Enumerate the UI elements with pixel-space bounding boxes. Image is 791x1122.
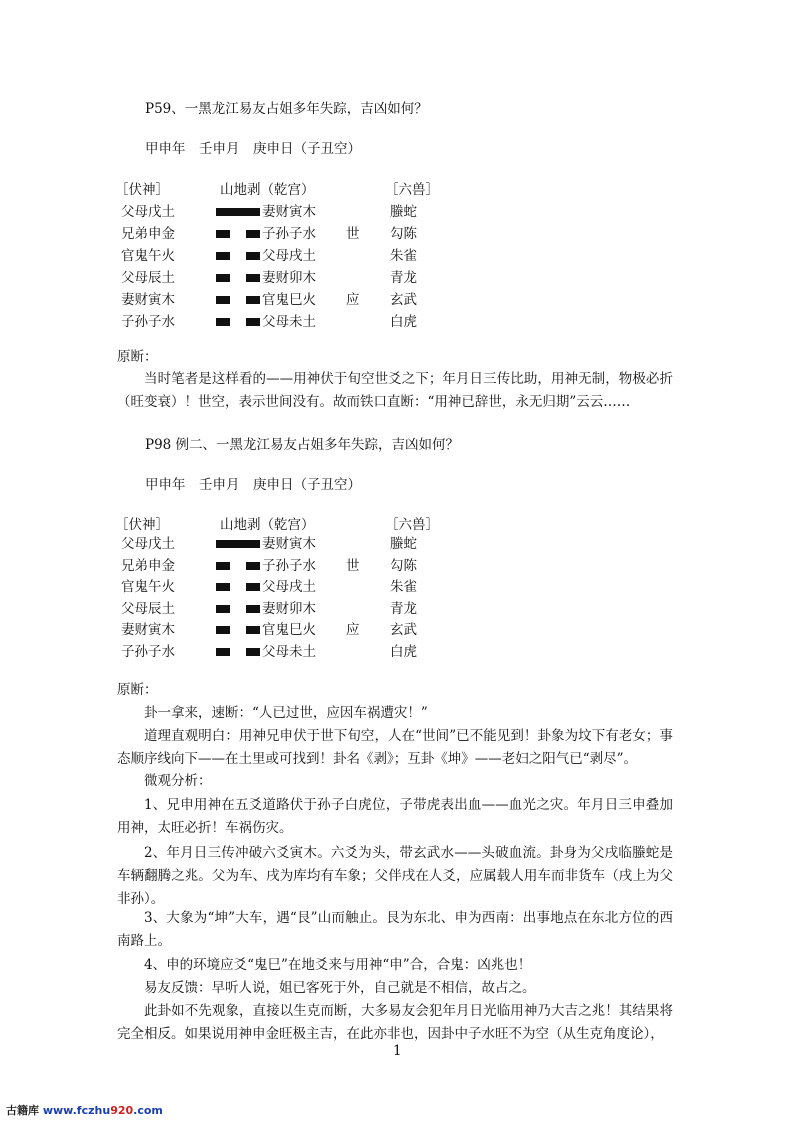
case2-header-liushou: ［六兽］ xyxy=(385,517,439,533)
fushen-cell: 兄弟申金 xyxy=(121,557,175,574)
case2-paragraph: 卦一拿来，速断：“人已过世，应因车祸遭灾！” xyxy=(144,705,428,721)
yao-cell: 父母戌土 xyxy=(262,248,316,264)
fushen-cell: 官鬼午火 xyxy=(121,579,175,595)
yao-line-segment xyxy=(216,318,230,326)
yin-line xyxy=(216,225,262,243)
shiying-cell: 世 xyxy=(346,226,360,242)
liushou-cell: 螣蛇 xyxy=(390,536,417,552)
case2-header-gua: 山地剥（乾宫） xyxy=(220,517,315,533)
yao-line-segment xyxy=(246,626,260,634)
liushou-cell: 朱雀 xyxy=(390,248,417,264)
yao-cell: 妻财寅木 xyxy=(262,536,316,552)
case2-paragraph: 1、兄申用神在五爻道路伏于孙子白虎位，子带虎表出血——血光之灾。年月日三申叠加用神，太旺必折！车祸伤灾。 xyxy=(117,797,673,836)
case2-title: P98 例二、一黑龙江易友占姐多年失踪，吉凶如何？ xyxy=(145,437,460,453)
case1-yuanduan-label: 原断： xyxy=(117,349,158,365)
fushen-cell: 妻财寅木 xyxy=(121,292,175,308)
case2-paragraph: 易友反馈：早听人说，姐已客死于外，自己就是不相信，故占之。 xyxy=(144,980,536,996)
site-name: 古籍库 xyxy=(6,1104,39,1117)
case2-header-fushen: ［伏神］ xyxy=(115,517,169,533)
yin-line xyxy=(216,621,262,639)
yao-line-segment xyxy=(216,562,230,570)
fushen-cell: 妻财寅木 xyxy=(121,622,175,638)
liushou-cell: 螣蛇 xyxy=(390,204,417,220)
fushen-cell: 父母辰土 xyxy=(121,600,175,617)
case1-title: P59、一黑龙江易友占姐多年失踪，吉凶如何？ xyxy=(145,101,428,117)
yao-line-segment xyxy=(216,296,230,304)
yao-line-segment xyxy=(246,648,260,656)
yang-line xyxy=(216,535,262,553)
liushou-cell: 青龙 xyxy=(390,270,417,286)
liushou-cell: 玄武 xyxy=(390,292,417,308)
yin-line xyxy=(216,269,262,287)
yao-line-segment xyxy=(216,208,260,216)
yao-line-segment xyxy=(216,583,230,591)
yao-line-segment xyxy=(216,605,230,613)
case1-yuanduan-text: 当时笔者是这样看的——用神伏于旬空世爻之下；年月日三传比助，用神无制，物极必折（旺变衰）！世空，表示世间没有。故而铁口直断：“用神已辞世，永无归期”云云…… xyxy=(117,371,673,410)
yang-line xyxy=(216,203,262,221)
shiying-cell: 世 xyxy=(346,557,360,574)
yao-line-segment xyxy=(216,274,230,282)
liushou-cell: 玄武 xyxy=(390,622,417,638)
site-url-num: 920 xyxy=(110,1104,134,1117)
yin-line xyxy=(216,643,262,661)
case2-paragraph: 此卦如不先观象，直接以生克而断，大多易友会犯年月日光临用神乃大吉之兆！其结果将完全相反。如果说用神申金旺极主吉，在此亦非也，因卦中子水旺不为空（从生克角度论）， xyxy=(117,1003,673,1042)
fushen-cell: 官鬼午火 xyxy=(121,248,175,264)
yao-line-segment xyxy=(216,648,230,656)
liushou-cell: 勾陈 xyxy=(390,557,417,574)
yin-line xyxy=(216,291,262,309)
yao-line-segment xyxy=(246,583,260,591)
yao-cell: 父母戌土 xyxy=(262,579,316,595)
case2-paragraph: 2、年月日三传冲破六爻寅木。六爻为头，带玄武水——头破血流。卦身为父戌临螣蛇是车辆翻腾之兆。父为车、戌为库均有车象；父伴戌在人爻，应属载人用车而非货车（戌上为父非孙）。 xyxy=(117,845,673,907)
yao-line-segment xyxy=(246,230,260,238)
yao-cell: 子孙子水 xyxy=(262,557,316,574)
yin-line xyxy=(216,313,262,331)
yin-line xyxy=(216,247,262,265)
yao-cell: 妻财卯木 xyxy=(262,270,316,286)
yao-cell: 子孙子水 xyxy=(262,226,316,242)
yao-cell: 妻财寅木 xyxy=(262,204,316,220)
yao-cell: 官鬼巳火 xyxy=(262,622,316,638)
fushen-cell: 父母戊土 xyxy=(121,536,175,552)
yao-cell: 妻财卯木 xyxy=(262,600,316,617)
case2-yuanduan-label: 原断： xyxy=(117,682,158,698)
case1-date: 甲申年 壬申月 庚申日（子丑空） xyxy=(145,141,361,157)
yao-line-segment xyxy=(216,230,230,238)
liushou-cell: 白虎 xyxy=(390,643,417,660)
yao-cell: 父母未土 xyxy=(262,643,316,660)
liushou-cell: 朱雀 xyxy=(390,579,417,595)
site-url-prefix: www.fczhu xyxy=(42,1104,111,1117)
case1-header-liushou: ［六兽］ xyxy=(385,182,439,198)
yao-line-segment xyxy=(246,274,260,282)
case2-paragraph: 微观分析： xyxy=(144,773,212,789)
shiying-cell: 应 xyxy=(346,622,360,638)
liushou-cell: 青龙 xyxy=(390,600,417,617)
liushou-cell: 白虎 xyxy=(390,314,417,330)
yao-line-segment xyxy=(216,252,230,260)
yao-line-segment xyxy=(246,318,260,326)
yao-line-segment xyxy=(216,540,260,548)
yin-line xyxy=(216,600,262,618)
yao-line-segment xyxy=(246,605,260,613)
page-number: 1 xyxy=(393,1043,402,1059)
case2-paragraph: 道理直观明白：用神兄申伏于世下旬空，人在“世间”已不能见到！卦象为坟下有老女；事态顺序线向下——在土里或可找到！卦名《剥》；互卦《坤》——老妇之阳气已“剥尽”。 xyxy=(117,728,673,767)
fushen-cell: 子孙子水 xyxy=(121,314,175,330)
case2-paragraph: 3、大象为“坤”大车，遇“艮”山而触止。艮为东北、申为西南：出事地点在东北方位的西南路上。 xyxy=(117,910,673,949)
case1-header-fushen: ［伏神］ xyxy=(115,182,169,198)
yao-cell: 官鬼巳火 xyxy=(262,292,316,308)
yao-line-segment xyxy=(246,252,260,260)
fushen-cell: 父母戊土 xyxy=(121,204,175,220)
shiying-cell: 应 xyxy=(346,292,360,308)
site-watermark xyxy=(6,1102,163,1118)
yin-line xyxy=(216,557,262,575)
yao-line-segment xyxy=(246,296,260,304)
yao-line-segment xyxy=(216,626,230,634)
fushen-cell: 子孙子水 xyxy=(121,643,175,660)
yin-line xyxy=(216,578,262,596)
site-url-suffix: .com xyxy=(133,1104,163,1117)
case2-paragraph: 4、申的环境应爻“鬼巳”在地爻来与用神“申”合，合鬼：凶兆也！ xyxy=(144,957,532,973)
case2-date: 甲申年 壬申月 庚申日（子丑空） xyxy=(145,477,361,493)
yao-line-segment xyxy=(246,562,260,570)
yao-cell: 父母未土 xyxy=(262,314,316,330)
liushou-cell: 勾陈 xyxy=(390,226,417,242)
fushen-cell: 兄弟申金 xyxy=(121,226,175,242)
fushen-cell: 父母辰土 xyxy=(121,270,175,286)
case1-header-gua: 山地剥（乾宫） xyxy=(220,182,315,198)
